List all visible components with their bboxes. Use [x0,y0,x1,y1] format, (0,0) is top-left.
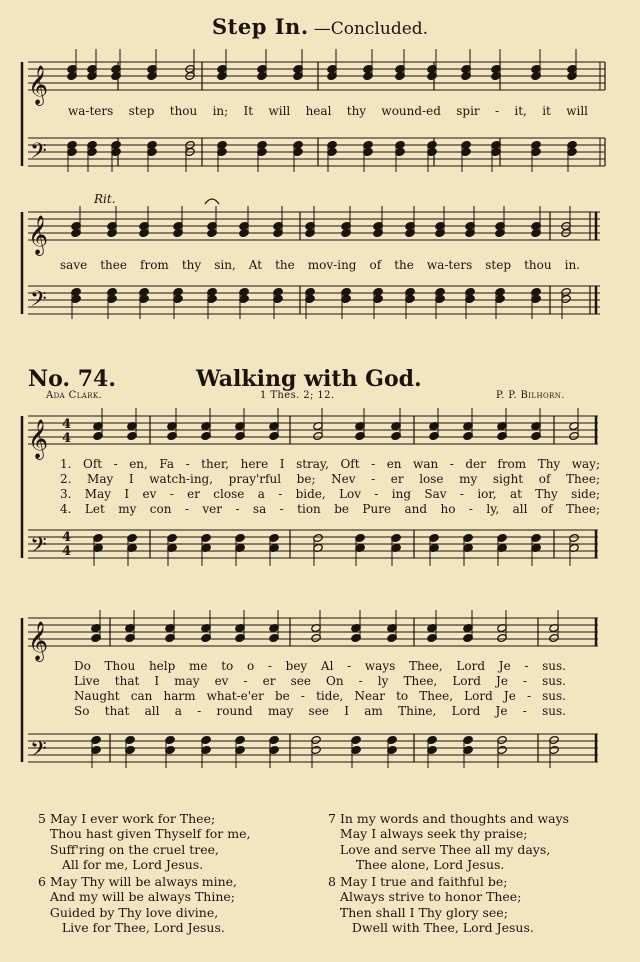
verse-line: Always strive to honor Thee; [339,889,522,904]
clef-icon: 𝄞 [28,65,49,105]
lyric-line-1: wa-ters step thou in; It will heal thy wound-ed spir - it, it will [68,104,588,118]
verse-6 [38,858,237,936]
verse-number: 8 [328,873,336,889]
verse-number: 6 [38,873,46,889]
time-sig: 4 [62,431,72,446]
verse-line: Thee alone, Lord Jesus. [355,857,505,872]
stanza-line: Do Thou help me to o - bey Al - ways Thee, Lord Je - sus. [74,659,566,673]
hymn-composer: P. P. Bilhorn. [496,390,565,401]
stanza-line: Naught can harm what-e'er be - tide, Near to Thee, Lord Je - sus. [74,689,566,703]
stanza-line: 4. Let my con - ver - sa - tion be Pure and ho - ly, all of Thee; [60,502,600,516]
time-sig: 4 [62,530,72,545]
verse-line: Live for Thee, Lord Jesus. [61,920,225,935]
verse-line: May I ever work for Thee; [49,810,216,826]
verse-number: 5 [38,810,46,826]
clef-icon: 𝄢 [30,139,47,169]
lyric-line-2: save thee from thy sin, At the mov-ing of the wa-ters step thou in. [60,258,580,272]
verse-line: Love and serve Thee all my days, [339,841,551,857]
verse-line: May I always seek thy praise; [339,826,528,841]
verse-number: 7 [328,810,336,826]
section-title-sub: —Concluded. [313,19,429,39]
hymn-title: Walking with God. [196,366,422,392]
hymn-author: Ada Clark. [46,390,103,401]
verse-line: May Thy will be always mine, [49,873,238,889]
hymn-scripture: 1 Thes. 2; 12. [260,390,335,401]
verse-line: Suff'ring on the cruel tree, [49,841,220,857]
hymn-number: No. 74. [28,366,116,392]
stanza-line: Live that I may ev - er see On - ly Thee, Lord Je - sus. [74,674,566,688]
verse-line: Thou hast given Thyself for me, [49,826,251,841]
verse-line: In my words and thoughts and ways [339,810,570,826]
verse-8 [328,858,534,936]
stanza-line: So that all a - round may see I am Thine, Lord Je - sus. [74,704,566,718]
stanza-line: 2. May I watch-ing, pray'rful be; Nev - er lose my sight of Thee; [60,472,600,486]
verse-line: Guided by Thy love divine, [49,904,219,920]
clef-icon: 𝄢 [30,287,47,317]
time-sig: 4 [62,417,72,432]
clef-icon: 𝄞 [28,621,49,661]
verse-line: Then shall I Thy glory see; [339,904,508,920]
fermata-icon [205,199,219,204]
verse-line: And my will be always Thine; [49,889,235,904]
section-title-main: Step In. [212,14,309,39]
stanza-line: 1. Oft - en, Fa - ther, here I stray, Oft - en wan - der from Thy way; [60,457,600,471]
stanza-block-1 [60,457,600,517]
stanza-line: 3. May I ev - er close a - bide, Lov - ing Sav - ior, at Thy side; [60,487,600,501]
time-sig: 4 [62,544,72,559]
verse-line: May I true and faithful be; [339,873,508,889]
clef-icon: 𝄞 [28,215,49,255]
clef-icon: 𝄢 [30,737,47,767]
verse-line: Dwell with Thee, Lord Jesus. [351,920,534,935]
clef-icon: 𝄞 [28,419,49,459]
tempo-mark: Rit. [94,192,116,206]
verse-line: All for me, Lord Jesus. [61,857,204,872]
stanza-block-2 [74,659,566,719]
clef-icon: 𝄢 [30,533,47,563]
